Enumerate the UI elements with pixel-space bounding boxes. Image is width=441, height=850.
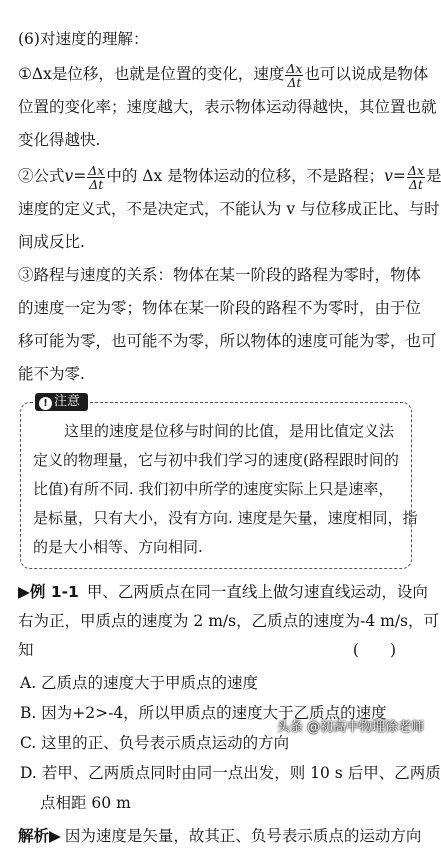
- solution-marker: 解析▶: [18, 827, 61, 845]
- note-line: 是标量，只有大小，没有方向. 速度是矢量，速度相同，指: [33, 509, 418, 527]
- p2-text-a: ②公式: [18, 167, 65, 185]
- option-d-continued: 点相距 60 m: [40, 794, 131, 812]
- example-text-1: 甲、乙两质点在同一直线上做匀速直线运动，设向: [86, 583, 428, 601]
- p1-frac-num: Δx: [286, 60, 303, 76]
- p1-fraction: [285, 62, 303, 89]
- section-title: (6)对速度的理解：: [18, 30, 149, 48]
- p1-frac-den: Δt: [287, 74, 302, 90]
- note-line: 这里的速度是位移与时间的比值，是用比值定义法: [64, 422, 395, 440]
- p2-fraction-1: [87, 164, 105, 191]
- p3-line-3: 移可能为零，也可能不为零，所以物体的速度可能为零，也可: [18, 332, 437, 350]
- option-c: C. 这里的正、负号表示质点运动的方向: [20, 734, 290, 752]
- p2-line-3: 间成反比.: [18, 233, 85, 251]
- p2-fraction-2: [407, 164, 425, 191]
- answer-blank: ( ): [352, 641, 396, 659]
- note-line: 比值)有所不同. 我们初中所学的速度实际上只是速率，: [33, 480, 394, 498]
- example-line-2: 右为正，甲质点的速度为 2 m/s，乙质点的速度为-4 m/s，可: [18, 612, 439, 630]
- note-tag: [35, 393, 88, 411]
- p2-text-c: 是: [425, 167, 441, 185]
- p2-f2-den: Δt: [408, 176, 423, 192]
- p2-line-2: 速度的定义式，不是决定式，不能认为 v 与位移成正比、与时: [18, 200, 440, 218]
- p1-line-2: 位置的变化率；速度越大，表示物体运动得越快，其位置也就: [18, 98, 437, 116]
- p3-line-2: 的速度一定为零；物体在某一阶段的路程不为零时，由于位: [18, 299, 422, 317]
- note-tag-label: 注意: [54, 394, 81, 409]
- p3-line-1: ③路程与速度的关系：物体在某一阶段的路程为零时，物体: [18, 266, 422, 284]
- p1-line-1: [18, 60, 429, 90]
- example-line-1: [18, 579, 428, 606]
- note-line: 的是大小相等、方向相同.: [33, 538, 203, 556]
- option-a: A. 乙质点的速度大于甲质点的速度: [20, 674, 259, 692]
- p2-v1: v=: [64, 167, 87, 185]
- p2-f1-den: Δt: [89, 176, 104, 192]
- solution-line: [18, 823, 422, 850]
- p3-line-4: 能不为零.: [18, 365, 85, 383]
- note-line: 定义的物理量，它与初中我们学习的速度(路程跟时间的: [33, 451, 399, 469]
- solution-text: 因为速度是矢量，故其正、负号表示质点的运动方向: [64, 827, 422, 845]
- example-line-3: [18, 637, 418, 664]
- p2-f2-num: Δx: [407, 162, 424, 178]
- example-marker: ▶例 1-1: [18, 583, 79, 601]
- p1-line-3: 变化得越快.: [18, 131, 101, 149]
- p1-text-a: ①Δx是位移，也就是位置的变化，速度: [18, 65, 285, 83]
- p2-line-1: [18, 162, 441, 192]
- option-d: D. 若甲、乙两质点同时由同一点出发，则 10 s 后甲、乙两质: [20, 764, 441, 782]
- p2-f1-num: Δx: [88, 162, 105, 178]
- p2-v2: v=: [384, 167, 406, 185]
- watermark: 头条 @初高中物理徐老师: [276, 720, 424, 735]
- p2-text-b: 中的 Δx 是物体运动的位移，不是路程；: [106, 167, 385, 185]
- exclamation-icon: !: [39, 397, 52, 410]
- p1-text-b: 也可以说成是物体: [304, 65, 429, 83]
- note-box: [20, 394, 418, 569]
- option-b: B. 因为+2>-4，所以甲质点的速度大于乙质点的速度: [20, 704, 387, 722]
- example-text-3: 知: [18, 641, 34, 659]
